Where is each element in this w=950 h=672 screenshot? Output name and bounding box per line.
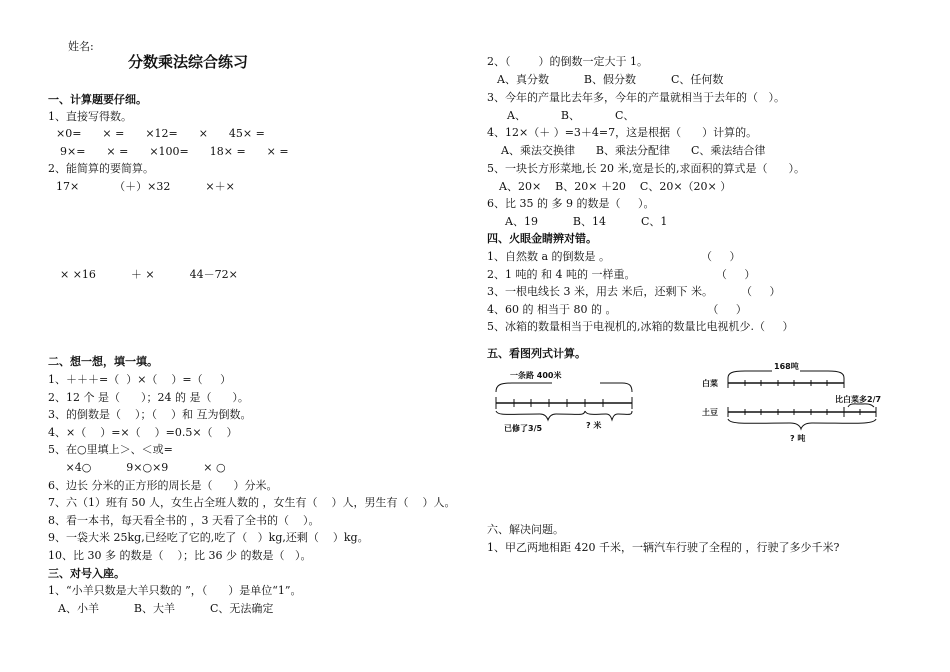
choice-options-3: A、 B、 C、 — [507, 109, 635, 122]
potato-unknown-label: ? 吨 — [790, 434, 806, 443]
choice-options-4: A、乘法交换律 B、乘法分配律 C、乘法结合律 — [501, 144, 766, 157]
fill-item: 8、看一本书，每天看全书的 ，3 天看了全书的（ ）。 — [48, 514, 320, 527]
page-title: 分数乘法综合练习 — [128, 53, 249, 71]
choice-question-6: 6、比 35 的 多 9 的数是（ ）。 — [487, 197, 655, 210]
choice-question-1: 1、“小羊只数是大羊只数的 ”，（ ）是单位“1”。 — [48, 584, 302, 597]
fill-item: 1、＋＋＋=（ ）×（ ）=（ ） — [48, 373, 232, 386]
question-1-2: 2、能简算的要简算。 — [48, 162, 154, 175]
judge-item: 5、冰箱的数量相当于电视机的,冰箱的数量比电视机少.（ ） — [487, 320, 794, 333]
fill-item: ×4○ 9×○×9 × ○ — [48, 461, 226, 474]
fill-item: 7、六（1）班有 50 人，女生占全班人数的 ，女生有（ ）人，男生有（ ）人。 — [48, 496, 456, 509]
fill-item: 3、的倒数是（ ）；（ ）和 互为倒数。 — [48, 408, 252, 421]
judge-item: 1、自然数 a 的倒数是 。 （ ） — [487, 250, 741, 263]
section-4-heading: 四、火眼金睛辨对错。 — [487, 232, 597, 245]
section-1-heading: 一、计算题要仔细。 — [48, 93, 147, 106]
choice-options-5: A、20× B、20× ＋20 C、20×（20× ） — [499, 180, 732, 193]
fill-item: 5、在○里填上＞、＜或= — [48, 443, 173, 456]
choice-question-5: 5、一块长方形菜地,长 20 米,宽是长的,求面积的算式是（ ）。 — [487, 162, 805, 175]
cabbage-row-label: 白菜 — [702, 379, 718, 388]
section-2-heading: 二、想一想，填一填。 — [48, 355, 158, 368]
choice-options-1: A、小羊 B、大羊 C、无法确定 — [58, 602, 274, 615]
fill-item: 10、比 30 多 的数是（ ）；比 36 少 的数是（ ）。 — [48, 549, 312, 562]
fill-item: 2、12 个 是（ ）；24 的 是（ ）。 — [48, 391, 249, 404]
judge-item: 2、1 吨的 和 4 吨的 一样重。 （ ） — [487, 268, 756, 281]
section-5-heading: 五、看图列式计算。 — [487, 347, 586, 360]
road-total-label: 一条路 400米 — [510, 371, 562, 380]
judge-item: 3、一根电线长 3 米，用去 米后，还剩下 米。 （ ） — [487, 285, 781, 298]
choice-question-3: 3、今年的产量比去年多，今年的产量就相当于去年的（ ）。 — [487, 91, 785, 104]
road-remaining-label: ? 米 — [586, 421, 602, 430]
fill-item: 9、一袋大米 25kg,已经吃了它的,吃了（ ）kg,还剩（ ）kg。 — [48, 531, 369, 544]
choice-options-2: A、真分数 B、假分数 C、任何数 — [497, 73, 724, 86]
cabbage-total-label: 168吨 — [774, 362, 799, 371]
section-3-heading: 三、对号入座。 — [48, 567, 125, 580]
potato-row-label: 土豆 — [702, 408, 718, 417]
calc-row-4: × ×16 ＋ × 44－72× — [60, 268, 238, 281]
calc-row-1: ×0= × = ×12= × 45× = — [56, 127, 265, 140]
choice-question-2: 2、（ ）的倒数一定大于 1。 — [487, 55, 648, 68]
more-than-cabbage-label: 比白菜多2/7 — [835, 395, 882, 404]
fill-item: 4、×（ ）=×（ ）=0.5×（ ） — [48, 426, 238, 439]
name-label: 姓名: — [68, 40, 94, 53]
calc-row-2: 9×= × = ×100= 18× = × = — [60, 145, 289, 158]
problem-question-1: 1、甲乙两地相距 420 千米，一辆汽车行驶了全程的 ，行驶了多少千米? — [487, 541, 840, 554]
fill-item: 6、边长 分米的正方形的周长是（ ）分米。 — [48, 479, 278, 492]
choice-question-4: 4、12×（＋ ）=3＋4=7，这是根据（ ）计算的。 — [487, 126, 758, 139]
road-built-label: 已修了3/5 — [504, 424, 543, 433]
judge-item: 4、60 的 相当于 80 的 。 （ ） — [487, 303, 747, 316]
calc-row-3: 17× （＋）×32 ×＋× — [56, 180, 235, 193]
section-6-heading: 六、解决问题。 — [487, 523, 564, 536]
question-1-1: 1、直接写得数。 — [48, 110, 132, 123]
choice-options-6: A、19 B、14 C、1 — [505, 215, 668, 228]
